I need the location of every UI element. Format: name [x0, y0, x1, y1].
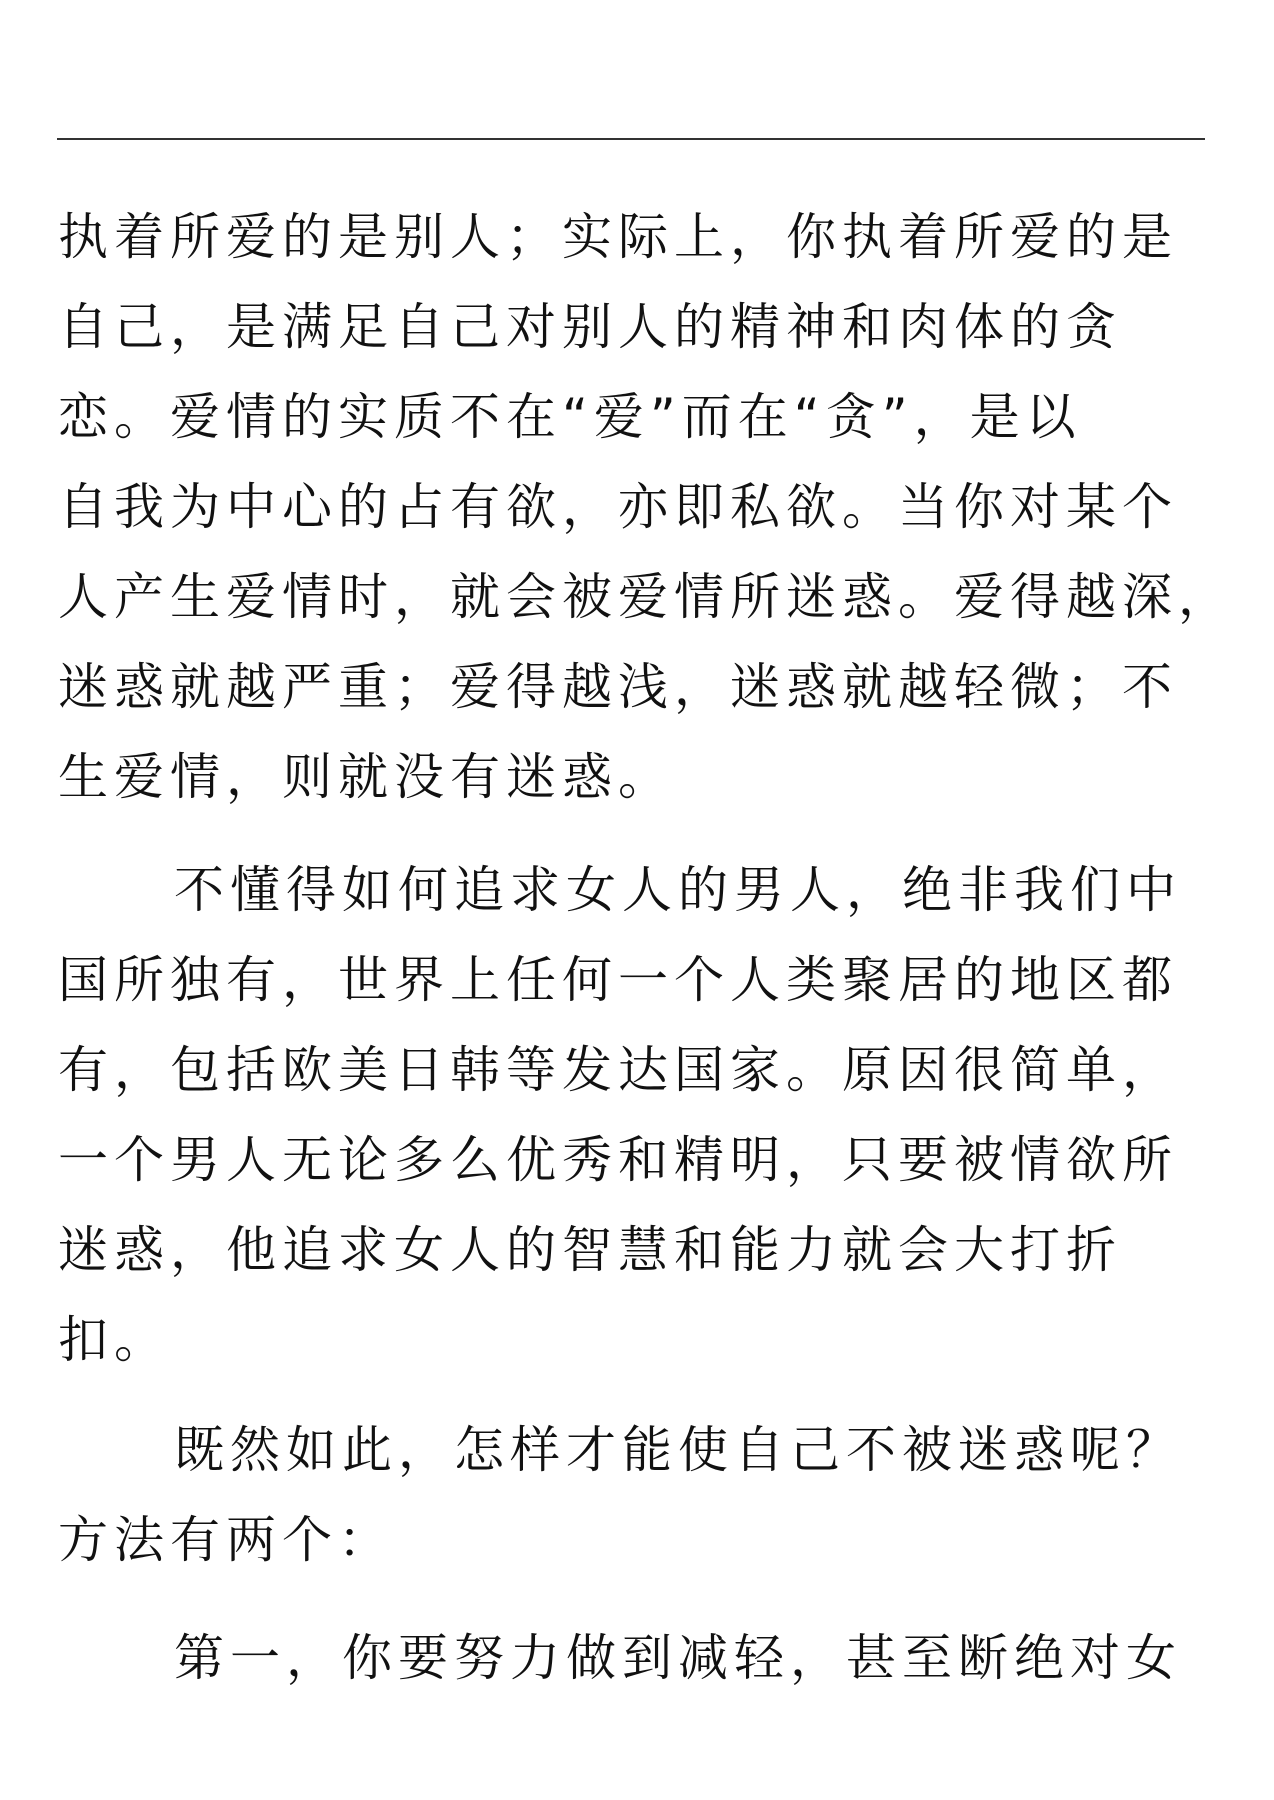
paragraph-line: 国所独有，世界上任何一个人类聚居的地区都	[58, 951, 1178, 1009]
paragraph-2	[58, 845, 1238, 1385]
header-rule	[57, 138, 1205, 140]
paragraph-line: 第一，你要努力做到减轻，甚至断绝对女	[174, 1629, 1182, 1687]
paragraph-1	[58, 192, 1238, 822]
paragraph-line: 扣。	[58, 1311, 170, 1369]
paragraph-line: 恋。爱情的实质不在“爱”而在“贪”，是以	[58, 388, 1082, 446]
paragraph-3	[58, 1405, 1238, 1585]
paragraph-line: 自我为中心的占有欲，亦即私欲。当你对某个	[58, 478, 1178, 536]
paragraph-line: 生爱情，则就没有迷惑。	[58, 748, 674, 806]
paragraph-line: 人产生爱情时，就会被爱情所迷惑。爱得越深，	[58, 568, 1234, 626]
paragraph-line: 既然如此，怎样才能使自己不被迷惑呢？	[174, 1421, 1182, 1479]
paragraph-line: 方法有两个：	[58, 1511, 394, 1569]
paragraph-line: 不懂得如何追求女人的男人，绝非我们中	[174, 861, 1182, 919]
paragraph-4	[58, 1613, 1238, 1703]
paragraph-line: 自己，是满足自己对别人的精神和肉体的贪	[58, 298, 1122, 356]
paragraph-line: 迷惑就越严重；爱得越浅，迷惑就越轻微；不	[58, 658, 1178, 716]
paragraph-line: 迷惑，他追求女人的智慧和能力就会大打折	[58, 1221, 1122, 1279]
paragraph-line: 有，包括欧美日韩等发达国家。原因很简单，	[58, 1041, 1178, 1099]
paragraph-line: 一个男人无论多么优秀和精明，只要被情欲所	[58, 1131, 1178, 1189]
paragraph-line: 执着所爱的是别人；实际上，你执着所爱的是	[58, 208, 1178, 266]
